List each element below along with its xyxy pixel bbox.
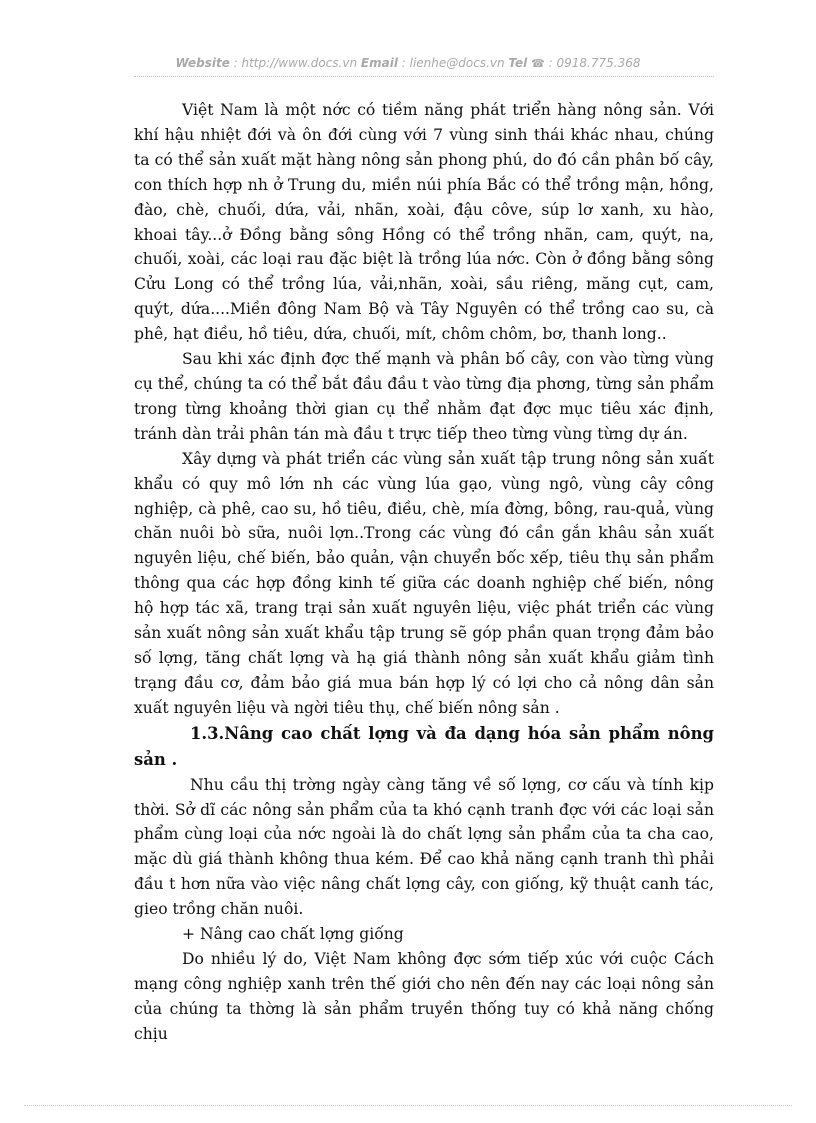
email-label: Email	[360, 56, 398, 70]
email-value: : lienhe@docs.vn	[397, 56, 509, 70]
paragraph-6: Do nhiều lý do, Việt Nam không đợc sớm tiếp xúc với cuộc Cách mạng công nghiệp xanh trên thế giới cho nên đến nay các loại nông sản của chúng ta thờng là sản phẩm truyền thống tuy có khả năng chống chịu	[134, 950, 714, 1043]
section-heading: 1.3.Nâng cao chất lợng và đa dạng hóa sản phẩm nông sản .	[134, 723, 714, 769]
header-divider	[134, 76, 714, 77]
paragraph-1: Việt Nam là một nớc có tiềm năng phát triển hàng nông sản. Với khí hậu nhiệt đới và ôn đới cùng với 7 vùng sinh thái khác nhau, chúng ta có thể sản xuất mặt hàng nông sản phong phú, do đó cần phân bố cây, con thích hợp nh ở Trung du, miền núi phía Bắc có thể trồng mận, hồng, đào, chè, chuối, dứa, vải, nhãn, xoài, đậu côve, súp lơ xanh, xu hào, khoai tây...ở Đồng bằng sông Hồng có thể trồng nhãn, cam, quýt, na, chuối, xoài, các loại rau đặc biệt là trồng lúa nớc. Còn ở đồng bằng sông Cửu Long có thể trồng lúa, vải,nhãn, xoài, sầu riêng, măng cụt, cam, quýt, dứa....Miền đông Nam Bộ và Tây Nguyên có thể trồng cao su, cà phê, hạt điều, hồ tiêu, dứa, chuối, mít, chôm chôm, bơ, thanh long..	[134, 101, 714, 344]
footer-divider	[24, 1105, 792, 1106]
tel-label: Tel	[508, 56, 528, 70]
website-label: Website	[175, 56, 230, 70]
website-value: : http://www.docs.vn	[229, 56, 361, 70]
paragraph-4: Nhu cầu thị trờng ngày càng tăng về số lợng, cơ cấu và tính kịp thời. Sở dĩ các nông sản phẩm của ta khó cạnh tranh đợc với các loại sản phẩm cùng loại của nớc ngoài là do chất lợng sản phẩm của ta cha cao, mặc dù giá thành không thua kém. Để cao khả năng cạnh tranh thì phải đầu t hơn nữa vào việc nâng chất lợng cây, con giống, kỹ thuật canh tác, gieo trồng chăn nuôi.	[134, 775, 714, 919]
paragraph-2: Sau khi xác định đợc thế mạnh và phân bố cây, con vào từng vùng cụ thể, chúng ta có thể bắt đầu đầu t vào từng địa phơng, từng sản phẩm trong từng khoảng thời gian cụ thể nhằm đạt đợc mục tiêu xác định, tránh dàn trải phân tán mà đầu t trực tiếp theo từng vùng từng dự án.	[134, 350, 714, 443]
tel-value: : 0918.775.368	[544, 56, 641, 70]
document-body	[134, 98, 714, 1047]
phone-icon: ☎	[531, 57, 545, 70]
page-header	[0, 56, 816, 70]
paragraph-5: + Nâng cao chất lợng giống	[182, 925, 404, 944]
paragraph-3: Xây dựng và phát triển các vùng sản xuất tập trung nông sản xuất khẩu có quy mô lớn nh các vùng lúa gạo, vùng ngô, vùng cây công nghiệp, cà phê, cao su, hồ tiêu, điều, chè, mía đờng, bông, rau-quả, vùng chăn nuôi bò sữa, nuôi lợn..Trong các vùng đó cần gắn khâu sản xuất nguyên liệu, chế biến, bảo quản, vận chuyển bốc xếp, tiêu thụ sản phẩm thông qua các hợp đồng kinh tế giữa các doanh nghiệp chế biến, nông hộ hợp tác xã, trang trại sản xuất nguyên liệu, việc phát triển các vùng sản xuất nông sản xuất khẩu tập trung sẽ góp phần quan trọng đảm bảo số lợng, tăng chất lợng và hạ giá thành nông sản xuất khẩu giảm tình trạng đầu cơ, đảm bảo giá mua bán hợp lý có lợi cho cả nông dân sản xuất nguyên liệu và ngời tiêu thụ, chế biến nông sản .	[134, 449, 714, 717]
